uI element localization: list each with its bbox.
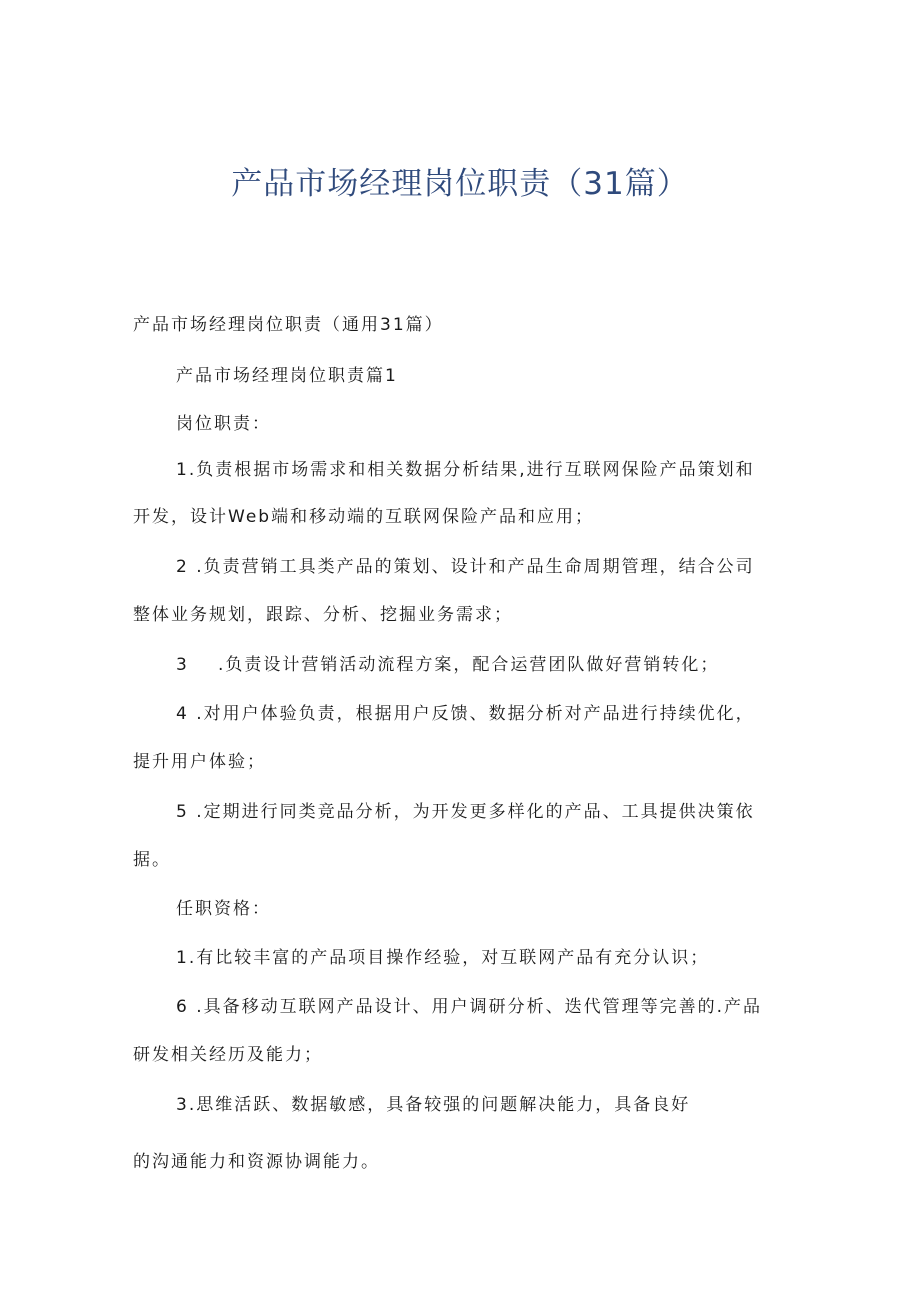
duty-item-5-line-2: 据。: [133, 850, 171, 870]
duty-item-1-line-2: 开发，设计Web端和移动端的互联网保险产品和应用；: [133, 507, 595, 527]
duty-item-4-line-1: 4 .对用户体验负责，根据用户反馈、数据分析对产品进行持续优化，: [176, 704, 755, 724]
qualifications-label: 任职资格：: [176, 899, 271, 919]
document-subtitle: 产品市场经理岗位职责（通用31篇）: [133, 315, 444, 335]
qualification-item-3-line-2: 的沟通能力和资源协调能力。: [133, 1152, 380, 1172]
qualification-item-2-line-1: 6 .具备移动互联网产品设计、用户调研分析、迭代管理等完善的.产品: [176, 997, 763, 1017]
duty-item-5-line-1: 5 .定期进行同类竞品分析，为开发更多样化的产品、工具提供决策依: [176, 802, 755, 822]
section-heading: 产品市场经理岗位职责篇1: [176, 366, 398, 386]
duty-item-2-line-2: 整体业务规划，跟踪、分析、挖掘业务需求；: [133, 605, 513, 625]
duty-item-1-line-1: 1.负责根据市场需求和相关数据分析结果,进行互联网保险产品策划和: [176, 460, 755, 480]
duty-item-3-number: 3: [176, 655, 189, 675]
duty-item-2-line-1: 2 .负责营销工具类产品的策划、设计和产品生命周期管理，结合公司: [176, 557, 755, 577]
duty-item-4-line-2: 提升用户体验；: [133, 752, 266, 772]
qualification-item-3-line-1: 3.思维活跃、数据敏感，具备较强的问题解决能力，具备良好: [176, 1095, 691, 1115]
duties-label: 岗位职责：: [176, 414, 271, 434]
duty-item-3-text: .负责设计营销活动流程方案，配合运营团队做好营销转化；: [218, 655, 720, 675]
qualification-item-1: 1.有比较丰富的产品项目操作经验，对互联网产品有充分认识；: [176, 948, 710, 968]
duty-item-3: [176, 654, 719, 676]
page-title: 产品市场经理岗位职责（31篇）: [231, 166, 689, 202]
qualification-item-2-line-2: 研发相关经历及能力；: [133, 1045, 323, 1065]
